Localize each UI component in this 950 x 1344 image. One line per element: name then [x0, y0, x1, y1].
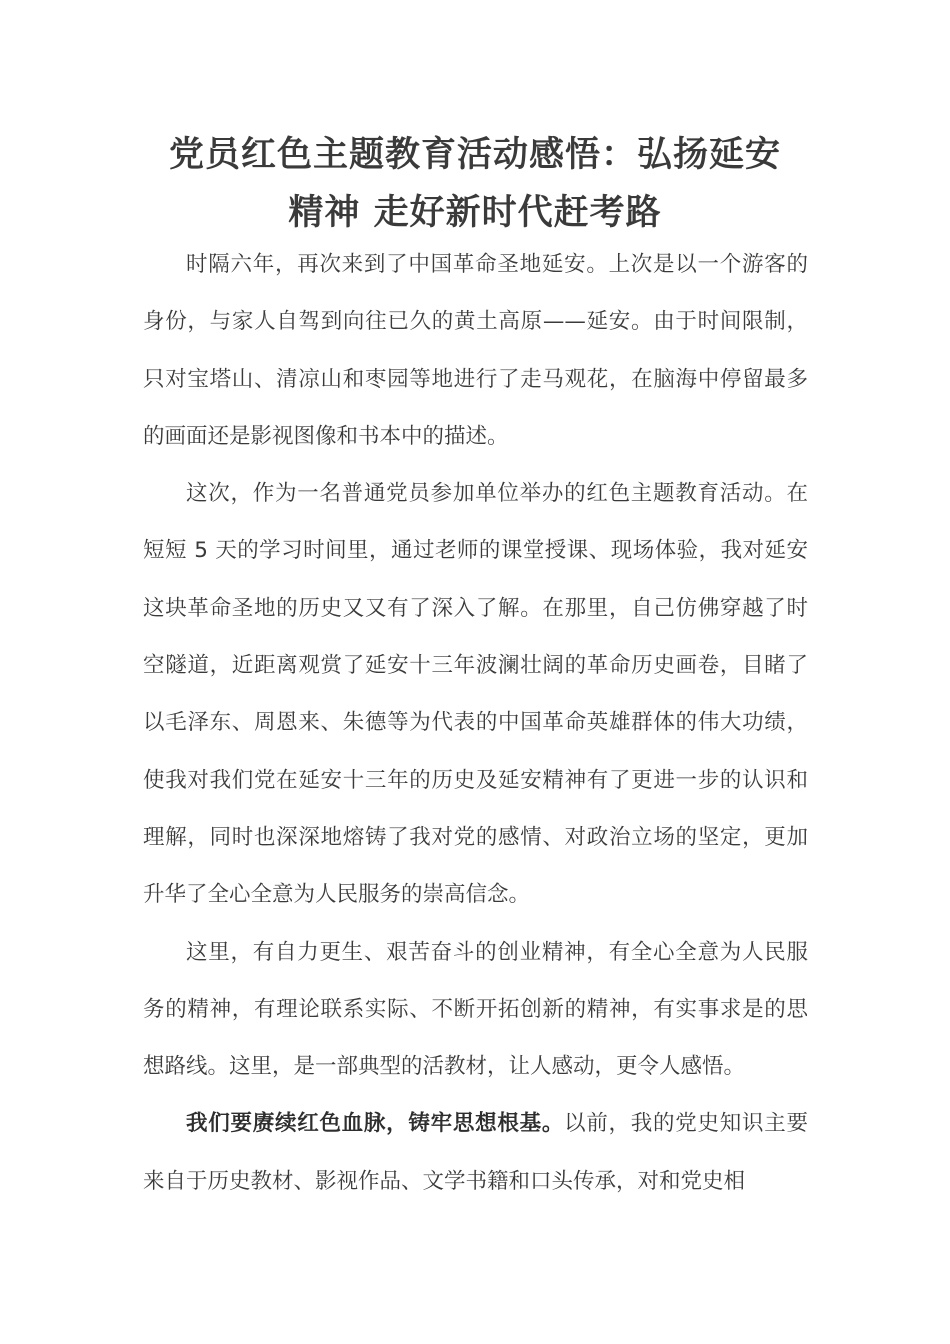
paragraph-2	[143, 465, 808, 923]
title-line-2: 精神 走好新时代赶考路	[288, 193, 662, 233]
paragraph-3	[143, 924, 808, 1096]
document-title	[120, 126, 830, 242]
paragraph-1	[143, 236, 808, 465]
title-line-1: 党员红色主题教育活动感悟：弘扬延安	[168, 135, 781, 175]
paragraph-4-text: 以前，我的党史知识主要来自于历史教材、影视作品、文学书籍和口头传承，对和党史相	[143, 1111, 808, 1194]
paragraph-3-text: 这里，有自力更生、艰苦奋斗的创业精神，有全心全意为人民服务的精神，有理论联系实际、不断开拓创新的精神，有实事求是的思想路线。这里，是一部典型的活教材，让人感动，更令人感悟。	[143, 939, 808, 1080]
paragraph-1-text: 时隔六年，再次来到了中国革命圣地延安。上次是以一个游客的身份，与家人自驾到向往已久的黄土高原——延安。由于时间限制，只对宝塔山、清凉山和枣园等地进行了走马观花，在脑海中停留最多的画面还是影视图像和书本中的描述。	[143, 252, 808, 449]
document-body	[143, 236, 808, 1210]
paragraph-4	[143, 1095, 808, 1210]
paragraph-4-bold-lead: 我们要赓续红色血脉，铸牢思想根基。	[186, 1111, 565, 1137]
paragraph-2-text: 这次，作为一名普通党员参加单位举办的红色主题教育活动。在短短 5 天的学习时间里，通过老师的课堂授课、现场体验，我对延安这块革命圣地的历史又又有了深入了解。在那里，自己仿佛穿越了时空隧道，近距离观赏了延安十三年波澜壮阔的革命历史画卷，目睹了以毛泽东、周恩来、朱德等为代表的中国革命英雄群体的伟大功绩，使我对我们党在延安十三年的历史及延安精神有了更进一步的认识和理解，同时也深深地熔铸了我对党的感情、对政治立场的坚定，更加升华了全心全意为人民服务的崇高信念。	[143, 481, 808, 908]
